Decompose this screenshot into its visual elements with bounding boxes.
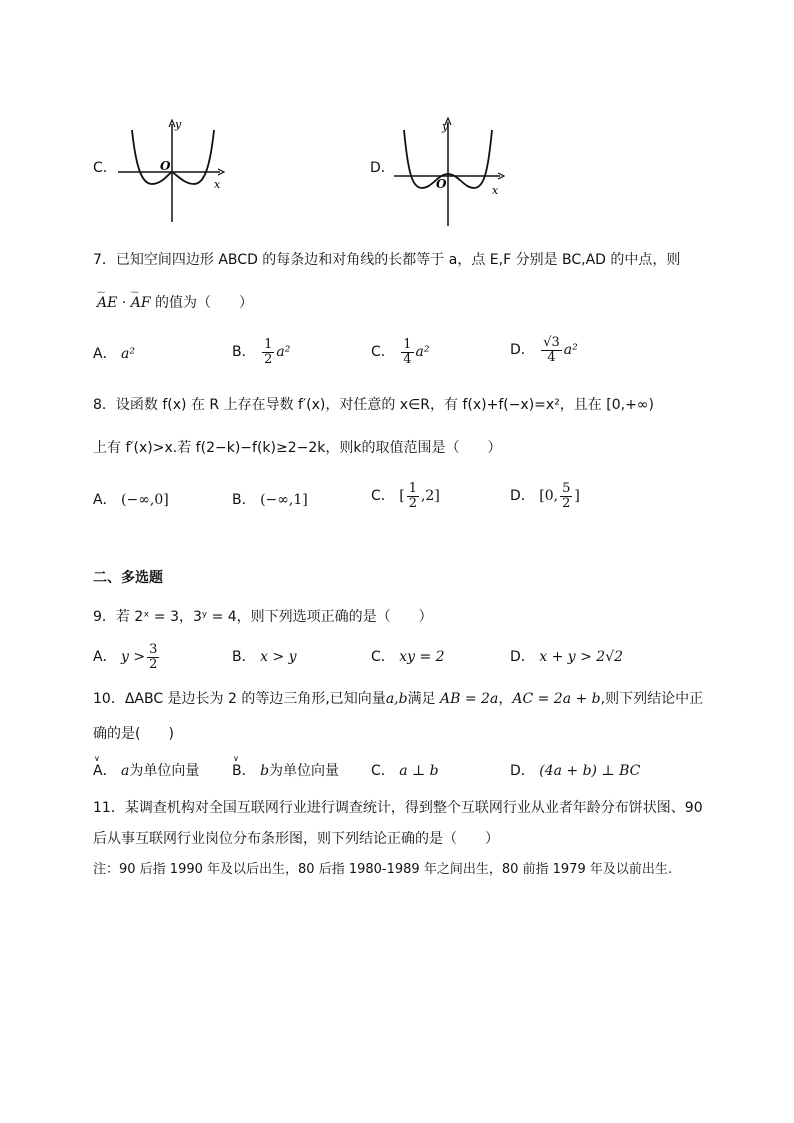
q10-line1-a: 10．ΔABC 是边长为 2 的等边三角形,已知向量 (93, 691, 386, 707)
q7-option-b (232, 338, 290, 366)
option-label: D． (510, 488, 535, 505)
interval-close: ,2] (420, 488, 440, 505)
option-tail: a² (415, 344, 430, 361)
q9-option-c (371, 650, 445, 664)
q10-option-d (510, 764, 640, 778)
q11-line1: 11．某调查机构对全国互联网行业进行调查统计，得到整个互联网行业从业者年龄分布饼状图、90 (93, 800, 703, 816)
option-tail: a² (276, 344, 291, 361)
option-expr: x + y > 2√2 (539, 649, 624, 665)
graph-d-origin-label: O (436, 177, 447, 191)
q10-line1-c: 满足 (407, 691, 436, 707)
q7-option-d (510, 336, 578, 364)
q9-option-d (510, 650, 623, 664)
q7-line2-tail: 的值为（ ） (154, 295, 253, 311)
q10-option-b (232, 764, 339, 778)
graph-c-origin-label: O (160, 159, 171, 173)
option-label: A． (93, 346, 117, 362)
frac-den: 2 (149, 656, 158, 672)
vector-ae: ⌣⌣ AE (97, 296, 117, 310)
option-label: A． (93, 763, 117, 779)
graph-c-curve (132, 130, 214, 184)
vectors-ab: a,b (385, 691, 408, 707)
dot-operator: · (121, 295, 127, 311)
option-label: B． (232, 344, 256, 361)
frac-den: 4 (403, 351, 412, 367)
frac-num: 1 (403, 337, 412, 352)
q9-option-b (232, 650, 297, 664)
graph-c (118, 118, 230, 226)
q7-line1: 7．已知空间四边形 ABCD 的每条边和对角线的长都等于 a，点 E,F 分别是 BC,AD 的中点，则 (93, 252, 681, 268)
option-expr: y > (121, 649, 146, 666)
frac-den: 4 (547, 349, 556, 365)
q10-option-c (371, 764, 439, 778)
option-label: B． (232, 763, 256, 779)
option-label: B． (232, 492, 256, 508)
option-expr: x > y (260, 649, 297, 665)
interval-open: [ (399, 488, 405, 505)
option-expr: xy = 2 (399, 649, 445, 665)
q10-line2: 确的是( ) (93, 726, 174, 742)
frac-num: 1 (264, 337, 273, 352)
separator: ， (498, 691, 513, 707)
frac-num: √3 (543, 335, 560, 350)
option-label: A． (93, 649, 117, 666)
graph-d-x-label: x (492, 184, 499, 197)
option-expr: (−∞,0] (121, 492, 169, 508)
graph-c-x-label: x (214, 178, 221, 191)
vector-a: ∨ a (121, 763, 129, 779)
q7-option-a (93, 347, 135, 361)
graph-c-y-label: y (175, 118, 182, 131)
option-label: D． (510, 763, 535, 779)
q9-line1: 9．若 2ˣ = 3，3ʸ = 4，则下列选项正确的是（ ） (93, 609, 433, 625)
option-expr: a ⊥ b (399, 763, 439, 779)
option-label: B． (232, 649, 256, 665)
q8-option-a (93, 493, 169, 507)
interval-open: [0, (539, 488, 559, 505)
q11-line2: 后从事互联网行业岗位分布条形图，则下列结论正确的是（ ） (93, 831, 499, 847)
frac-num: 5 (562, 481, 571, 496)
q7-line2 (97, 296, 253, 310)
interval-close: ] (574, 488, 580, 505)
frac-num: 1 (408, 481, 417, 496)
frac-den: 2 (408, 495, 417, 511)
frac-den: 2 (264, 351, 273, 367)
q10-line1-d: ,则下列结论中正 (600, 691, 704, 707)
option-expr: (−∞,1] (260, 492, 308, 508)
option-label: D． (510, 649, 535, 665)
q8-option-b (232, 493, 308, 507)
option-text: 为单位向量 (129, 763, 200, 779)
vector-b: ∨ b (260, 763, 269, 779)
q9-option-a (93, 643, 161, 671)
option-expr: (4a + b) ⊥ BC (539, 763, 641, 779)
section-title: 二、多选题 (93, 570, 163, 586)
q8-line2: 上有 f′(x)>x.若 f(2−k)−f(k)≥2−2k，则k的取值范围是（ ） (93, 440, 502, 456)
q7-option-c (371, 338, 429, 366)
option-label: C． (371, 763, 395, 779)
option-expr: a² (121, 346, 135, 362)
vector-af: ⌣⌣ AF (131, 296, 151, 310)
frac-den: 2 (562, 495, 571, 511)
equation-ac: AC = 2a + b (512, 691, 601, 707)
option-label: C． (371, 649, 395, 665)
graph-d (394, 116, 510, 228)
q11-note: 注：90 后指 1990 年及以后出生，80 后指 1980-1989 年之间出生，80 前指 1979 年及以前出生. (93, 862, 672, 877)
option-text: 为单位向量 (269, 763, 340, 779)
q8-line1: 8．设函数 f(x) 在 R 上存在导数 f′(x)，对任意的 x∈R，有 f(x)+f(−x)=x²，且在 [0,+∞) (93, 397, 654, 413)
q10-line1 (93, 692, 703, 706)
option-label: C． (371, 488, 395, 505)
option-c-label: C． (93, 160, 117, 176)
option-label: C． (371, 344, 395, 361)
option-label: A． (93, 492, 117, 508)
frac-num: 3 (149, 642, 158, 657)
graph-d-y-label: y (442, 120, 449, 133)
q8-option-c (371, 482, 440, 510)
option-tail: a² (563, 342, 578, 359)
option-label: D． (510, 342, 535, 359)
equation-ab: AB = 2a (440, 691, 499, 707)
option-d-label: D． (370, 160, 395, 176)
q10-option-a (93, 764, 199, 778)
q8-option-d (510, 482, 580, 510)
